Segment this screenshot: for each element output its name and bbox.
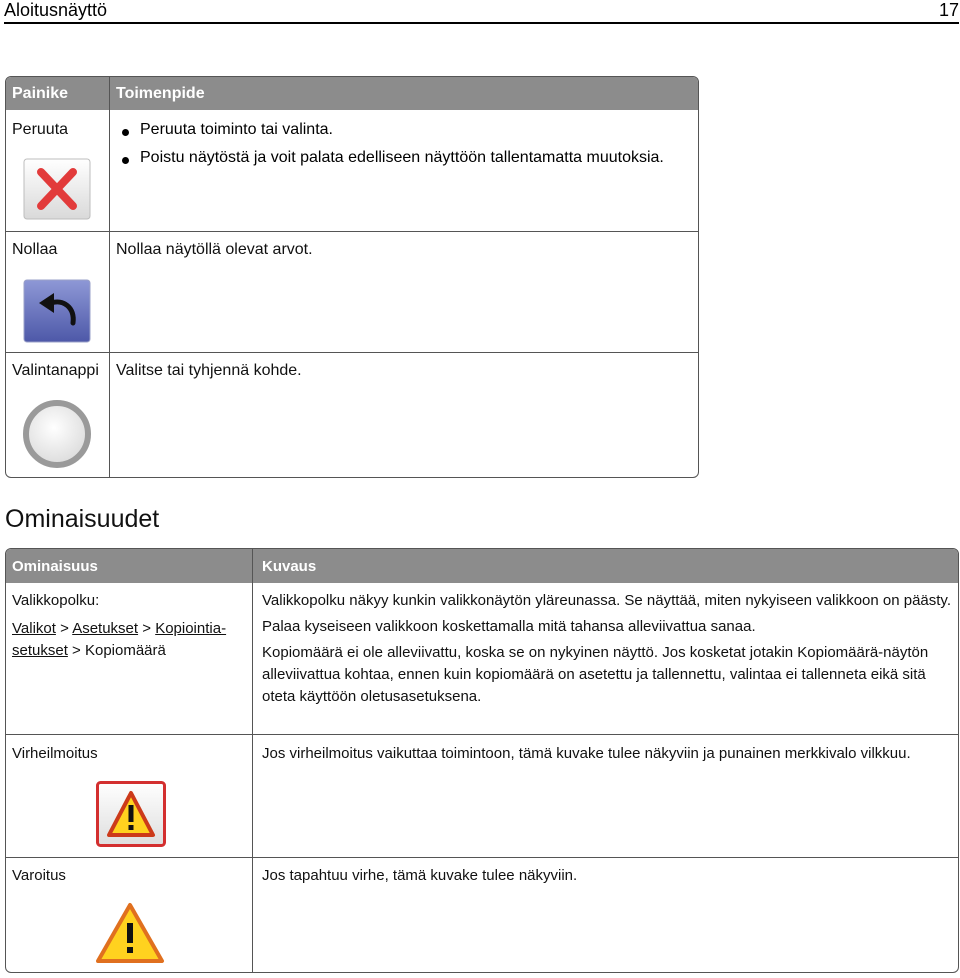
buttons-table xyxy=(5,76,699,478)
description-paragraph: Valikkopolku näkyy kunkin valikkonäytön yläreunassa. Se näyttää, miten nykyiseen valikkoon on päästy. xyxy=(262,592,951,609)
warning-description: Jos tapahtuu virhe, tämä kuvake tulee näkyviin. xyxy=(262,867,578,884)
breadcrumb-separator: > xyxy=(142,620,152,637)
breadcrumb-link-asetukset[interactable]: Asetukset xyxy=(72,620,139,637)
cancel-x-icon xyxy=(23,158,91,225)
list-item: Poistu näytöstä ja voit palata edelliseen näyttöön tallentamatta muutoksia. xyxy=(116,149,664,177)
description-paragraph: Kopiomäärä ei ole alleviivattu, koska se on nykyinen näyttö. Jos kosketat jotakin Kopiomäärä-näytön alleviivattua kohtaa, ennen kuin kopiomäärä on asetettu ja tallennettu, valintaa ei tallenneta eikä sitä oteta käyttöön oletusasetuksena. xyxy=(262,644,929,705)
row-button-radio: Valintanappi xyxy=(12,362,99,379)
list-item: Peruuta toiminto tai valinta. xyxy=(116,121,664,149)
reset-undo-icon xyxy=(23,279,91,348)
features-table xyxy=(5,548,959,973)
cancel-actions-list xyxy=(116,121,664,177)
feature-warning: Varoitus xyxy=(12,867,66,884)
breadcrumb-current: Kopiomäärä xyxy=(84,642,166,659)
warning-triangle-icon xyxy=(94,901,166,970)
section-title: Ominaisuudet xyxy=(5,505,160,533)
breadcrumb xyxy=(12,618,244,662)
breadcrumb-link-kopiointiasetukset-cont[interactable]: setukset xyxy=(12,642,68,659)
breadcrumb-description xyxy=(262,590,952,708)
breadcrumb-link-kopiointiasetukset[interactable]: Kopiointia- xyxy=(155,620,227,637)
breadcrumb-separator: > xyxy=(60,620,69,637)
col-header-feature: Ominaisuus xyxy=(12,558,98,575)
radio-button-icon xyxy=(22,399,92,474)
radio-action: Valitse tai tyhjennä kohde. xyxy=(116,362,302,379)
reset-action: Nollaa näytöllä olevat arvot. xyxy=(116,241,313,258)
page-number: 17 xyxy=(938,0,959,20)
row-button-reset: Nollaa xyxy=(12,241,58,258)
row-button-cancel: Peruuta xyxy=(12,121,69,138)
col-header-description: Kuvaus xyxy=(262,558,317,575)
feature-label: Valikkopolku: xyxy=(12,592,100,609)
error-description: Jos virheilmoitus vaikuttaa toimintoon, tämä kuvake tulee näkyviin ja punainen merkkivalo vilkkuu. xyxy=(262,745,911,762)
breadcrumb-separator: > xyxy=(72,642,81,659)
description-paragraph: Palaa kyseiseen valikkoon koskettamalla mitä tahansa alleviivattua sanaa. xyxy=(262,618,756,635)
feature-error: Virheilmoitus xyxy=(12,745,98,762)
col-header-button: Painike xyxy=(12,85,69,102)
col-header-action: Toimenpide xyxy=(116,85,205,102)
breadcrumb-link-valikot[interactable]: Valikot xyxy=(12,620,56,637)
header-title: Aloitusnäyttö xyxy=(4,0,108,20)
error-warning-icon xyxy=(96,781,166,852)
breadcrumb-feature xyxy=(12,590,244,662)
table-header xyxy=(6,549,958,583)
page-header xyxy=(4,0,959,24)
